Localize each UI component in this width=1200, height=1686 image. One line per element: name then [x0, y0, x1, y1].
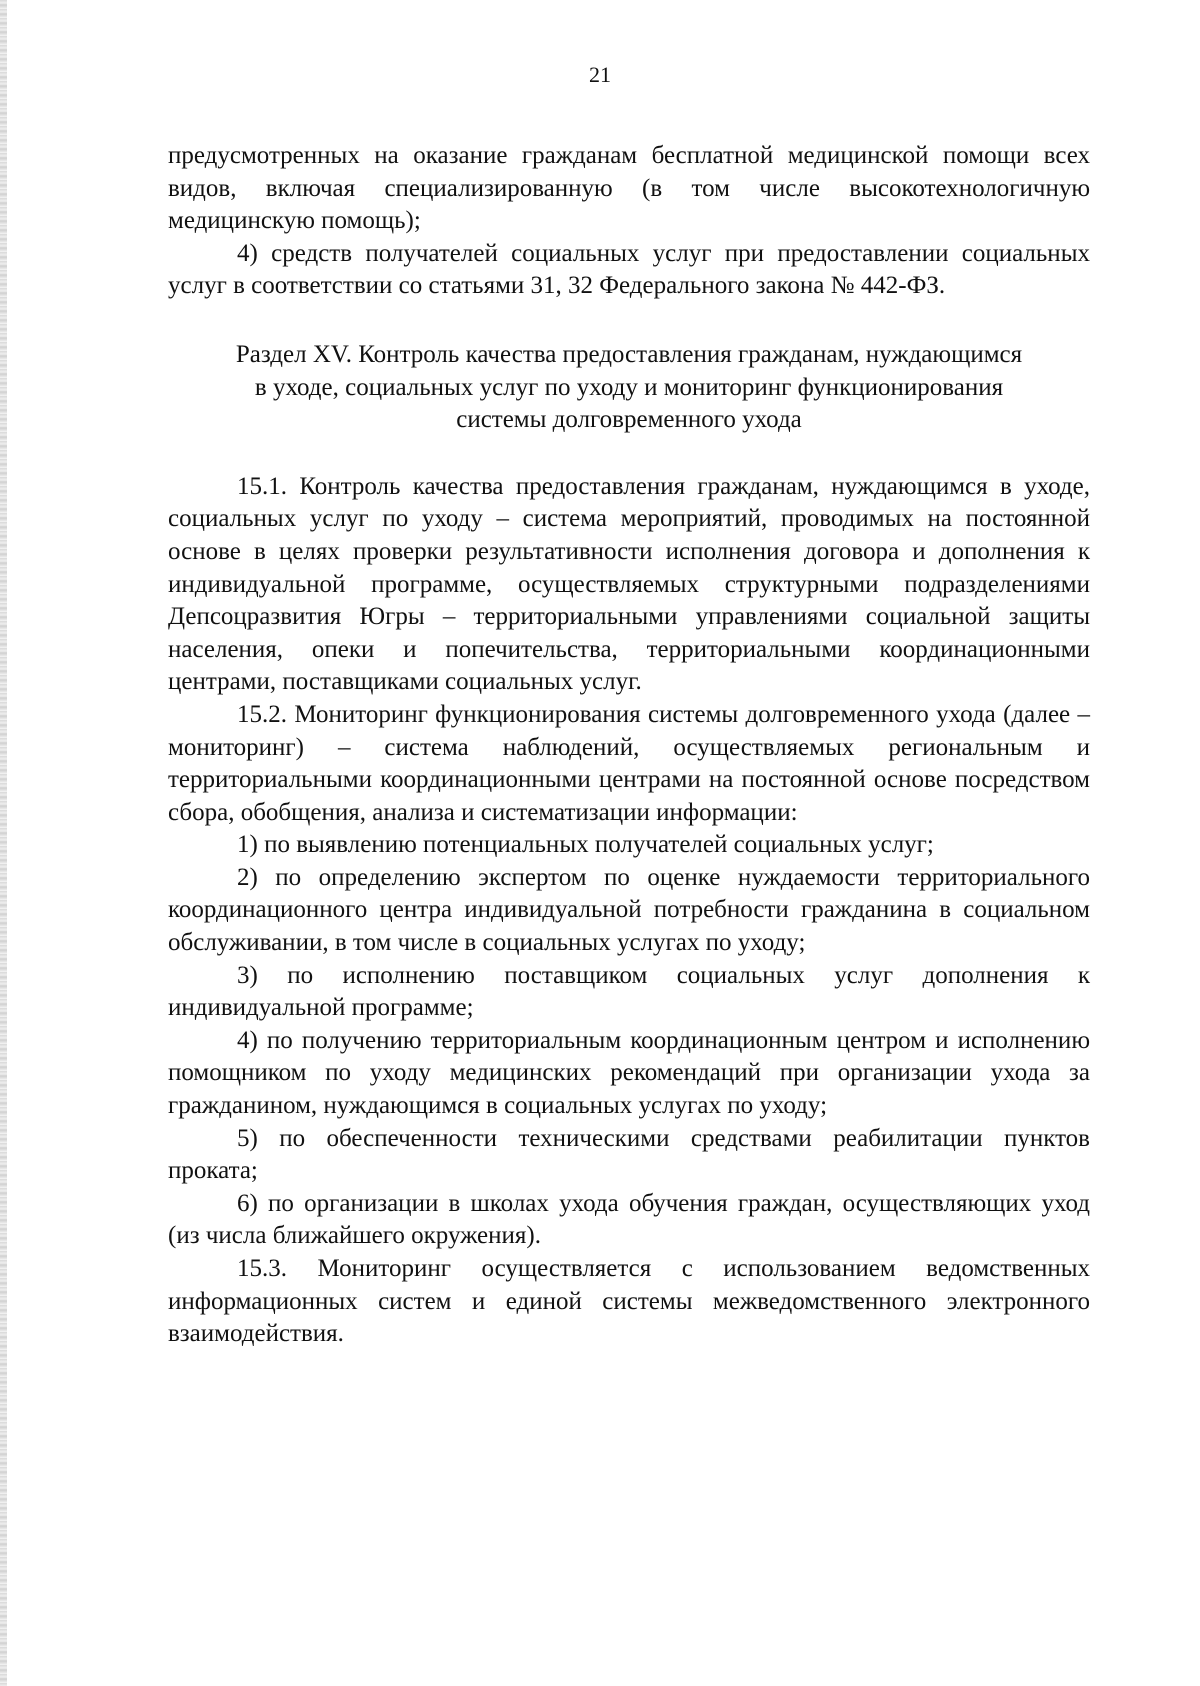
list-item: 2) по определению экспертом по оценке нуждаемости территориального координационного центра индивидуальной потребности гражданина в социальном обслуживании, в том числе в социальных услугах по уходу; [168, 863, 1090, 957]
section-heading-line: в уходе, социальных услуг по уходу и мониторинг функционирования [254, 373, 1004, 401]
section-heading-line: системы долговременного ухода [456, 406, 802, 434]
scan-edge [0, 0, 7, 1686]
paragraph-15-1: 15.1. Контроль качества предоставления гражданам, нуждающимся в уходе, социальных услуг по уходу – система мероприятий, проводимых на постоянной основе в целях проверки результативности исполнения договора и дополнения к индивидуальной программе, осуществляемых структурными подразделениями Депсоцразвития Югры – территориальными управлениями социальной защиты населения, опеки и попечительства, территориальными координационными центрами, поставщиками социальных услуг. [168, 472, 1090, 696]
section-heading [168, 339, 1090, 437]
list-item: 6) по организации в школах ухода обучения граждан, осуществляющих уход (из числа ближайшего окружения). [168, 1189, 1090, 1250]
paragraph-continuation: предусмотренных на оказание гражданам бесплатной медицинской помощи всех видов, включая специализированную (в том числе высокотехнологичную медицинскую помощь); [168, 142, 1090, 235]
list-item: 5) по обеспеченности техническими средствами реабилитации пунктов проката; [168, 1124, 1090, 1185]
section-heading-line: Раздел XV. Контроль качества предоставления гражданам, нуждающимся [235, 340, 1023, 368]
document-body [168, 140, 1090, 1351]
paragraph-15-2: 15.2. Мониторинг функционирования системы долговременного ухода (далее – мониторинг) – система наблюдений, осуществляемых региональным и территориальными координационными центрами на постоянной основе посредством сбора, обобщения, анализа и систематизации информации: [168, 700, 1090, 826]
paragraph-15-3: 15.3. Мониторинг осуществляется с использованием ведомственных информационных систем и единой системы межведомственного электронного взаимодействия. [168, 1255, 1090, 1348]
list-item: 3) по исполнению поставщиком социальных услуг дополнения к индивидуальной программе; [168, 961, 1090, 1022]
list-item: 4) по получению территориальным координационным центром и исполнению помощником по уходу медицинских рекомендаций при организации ухода за гражданином, нуждающимся в социальных услугах по уходу; [168, 1026, 1090, 1120]
list-item-funding-source-4: 4) средств получателей социальных услуг при предоставлении социальных услуг в соответствии со статьями 31, 32 Федерального закона № 442-ФЗ. [168, 239, 1090, 300]
page-number: 21 [589, 62, 611, 87]
list-item: 1) по выявлению потенциальных получателей социальных услуг; [237, 831, 934, 859]
